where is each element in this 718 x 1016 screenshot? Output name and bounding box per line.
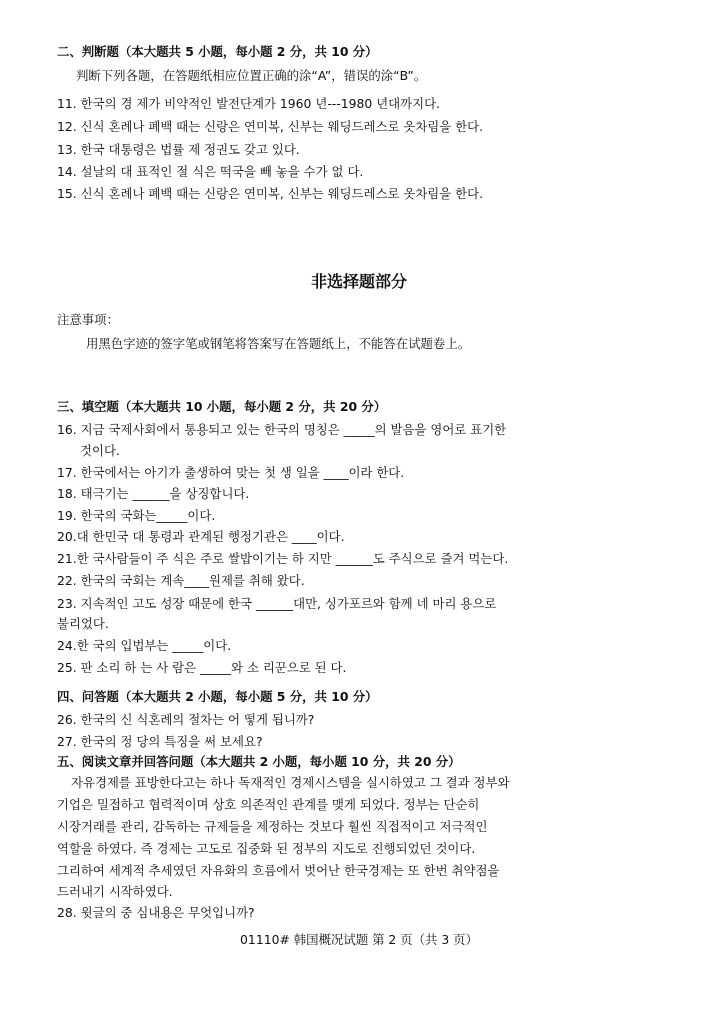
question-23: 23. 지속적인 고도 성장 때문에 한국 ______대만, 싱가포르와 함께 네 마리 용으로	[57, 596, 497, 611]
question-21: 21.한 국사람들이 주 식은 주로 쌀밥이기는 하 지만 ______도 주식으로 즐겨 먹는다.	[57, 551, 509, 566]
question-11: 11. 한국의 경 제가 비약적인 발전단계가 1960 년---1980 년대까지다.	[57, 96, 440, 111]
passage-line: 시장거래를 관리, 감독하는 규제들을 제정하는 것보다 훨씬 직접적이고 저극적인	[57, 819, 488, 834]
question-24: 24.한 국의 입법부는 _____이다.	[57, 638, 232, 653]
question-26: 26. 한국의 신 식혼례의 절차는 어 떻게 됩니까?	[57, 712, 315, 727]
passage-line: 역할을 하였다. 즉 경제는 고도로 집중화 된 정부의 지도로 진행되었던 것이다.	[57, 841, 476, 856]
section2-heading: 二、判断题（本大题共 5 小题，每小题 2 分，共 10 分）	[57, 44, 378, 59]
question-28: 28. 윗글의 중 심내용은 무엇입니까?	[57, 905, 255, 920]
passage-line: 드러내기 시작하였다.	[57, 884, 173, 899]
question-20: 20.대 한민국 대 통령과 관계된 행정기관은 ____이다.	[57, 529, 345, 544]
question-17: 17. 한국에서는 아기가 출생하여 맞는 첫 생 일을 ____이라 한다.	[57, 465, 405, 480]
part-title: 非选择题部分	[310, 272, 407, 291]
question-27: 27. 한국의 정 당의 특징을 써 보세요?	[57, 734, 263, 749]
question-16-cont: 것이다.	[80, 443, 120, 458]
question-18: 18. 태극기는 ______을 상징합니다.	[57, 486, 250, 501]
section3-heading: 三、填空题（本大题共 10 小题，每小题 2 分，共 20 分）	[57, 399, 387, 414]
question-16: 16. 지금 국제사회에서 통용되고 있는 한국의 명칭은 _____의 발음을 영어로 표기한	[57, 422, 507, 437]
question-14: 14. 설날의 대 표적인 절 식은 떡국을 빼 놓을 수가 없 다.	[57, 164, 364, 179]
notice-label: 注意事项：	[57, 312, 119, 327]
passage-line: 자유경제를 표방한다고는 하나 독재적인 경제시스템을 실시하였고 그 결과 정부와	[71, 775, 510, 790]
passage-line: 기업은 밀접하고 협력적이며 상호 의존적인 관계를 맺게 되었다. 정부는 단순히	[57, 797, 480, 812]
question-13: 13. 한국 대통령은 법률 제 정권도 갖고 있다.	[57, 142, 300, 157]
section4-heading: 四、问答题（本大题共 2 小题，每小题 5 分，共 10 分）	[57, 689, 378, 704]
page-footer: 01110# 韩国概况试题 第 2 页（共 3 页）	[240, 932, 478, 947]
question-15: 15. 신식 혼례나 폐백 때는 신랑은 연미복, 신부는 웨딩드레스로 옷차림을 한다.	[57, 186, 484, 201]
question-12: 12. 신식 혼례나 폐백 때는 신랑은 연미복, 신부는 웨딩드레스로 옷차림을 한다.	[57, 119, 484, 134]
section2-instruction: 判断下列各题，在答题纸相应位置正确的涂“A”，错误的涂“B”。	[76, 68, 427, 83]
question-19: 19. 한국의 국화는_____이다.	[57, 508, 216, 523]
section5-heading: 五、阅读文章并回答问题（本大题共 2 小题，每小题 10 分，共 20 分）	[57, 754, 461, 769]
notice-text: 用黑色字迹的签字笔或钢笔将答案写在答题纸上，不能答在试题卷上。	[86, 336, 471, 351]
question-23-cont: 불리었다.	[57, 616, 109, 631]
passage-line: 그리하여 세계적 추세였던 자유화의 흐름에서 벗어난 한국경제는 또 한번 취약점을	[57, 863, 500, 878]
question-22: 22. 한국의 국회는 계속____원제를 취해 왔다.	[57, 573, 305, 588]
question-25: 25. 판 소리 하 는 사 람은 _____와 소 리꾼으로 된 다.	[57, 660, 347, 675]
